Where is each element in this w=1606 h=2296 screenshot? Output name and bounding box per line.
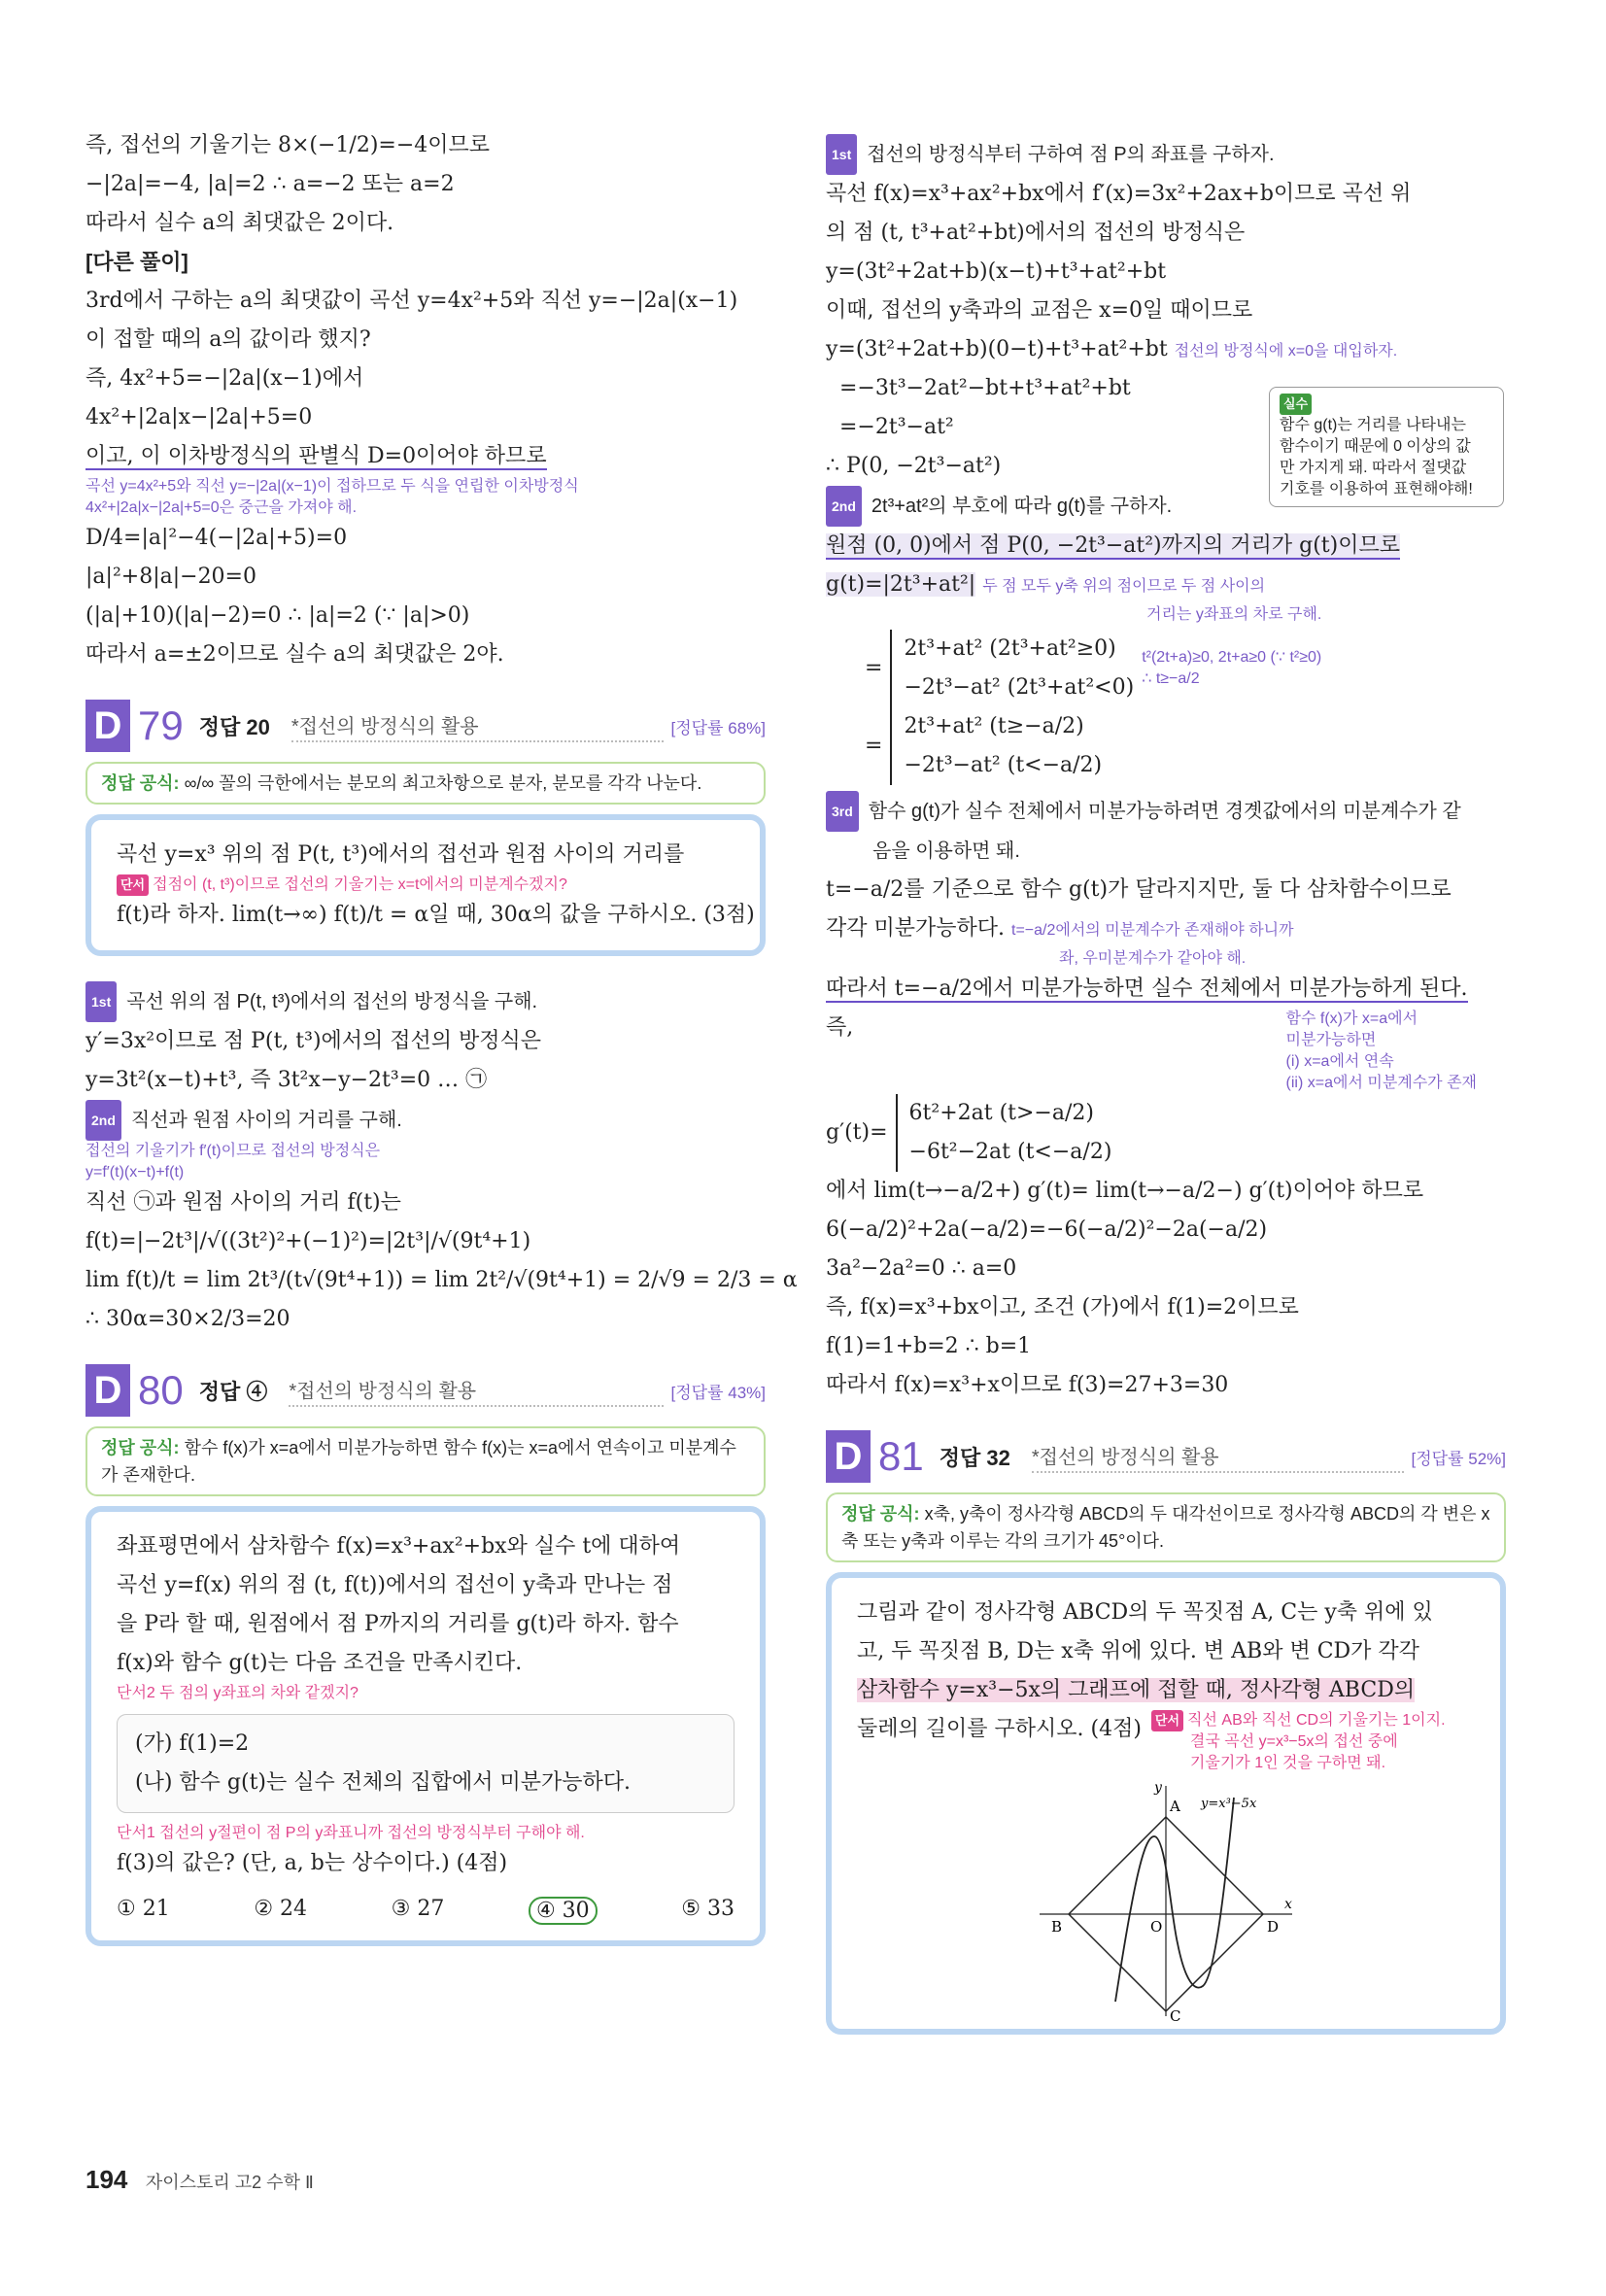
hint-badge: 단서 (117, 874, 149, 896)
cases-block: = 2t³+at² (2t³+at²≥0) −2t³−at² (2t³+at²<0) t²(2t+a)≥0, 2t+a≥0 (∵ t²≥0) ∴ t≥−a/2 (826, 630, 1506, 707)
hint-note: 기울기가 1인 것을 구하면 돼. (1189, 1755, 1386, 1771)
formula-text: ∞/∞ 꼴의 극한에서는 분모의 최고차항으로 분자, 분모를 각각 나눈다. (184, 773, 702, 793)
problem-79-header (85, 700, 766, 752)
text-line (85, 437, 766, 476)
text-line: 3a²−2a²=0 ∴ a=0 (826, 1256, 1017, 1281)
answer-label: 정답 20 (198, 714, 270, 739)
side-note: 접선의 방정식에 x=0을 대입하자. (1174, 343, 1398, 360)
side-note: 두 점 모두 y축 위의 점이므로 두 점 사이의 (982, 578, 1266, 595)
text-line: 에서 lim(t→−a/2+) g′(t)= lim(t→−a/2−) g′(t)이어야 하므로 (826, 1179, 1424, 1203)
problem-line: 삼차함수 y=x³−5x의 그래프에 접할 때, 정사각형 ABCD의 (857, 1678, 1416, 1702)
step-badge: 1st (85, 981, 117, 1022)
text-line: 직선 ㉠과 원점 사이의 거리 f(t)는 (85, 1190, 401, 1215)
hint-note: 결국 곡선 y=x³−5x의 접선 중에 (1189, 1733, 1398, 1750)
formula-box (826, 1492, 1506, 1562)
formula-text: 함수 f(x)가 x=a에서 미분가능하면 함수 f(x)는 x=a에서 연속이고 미분계수가 존재한다. (101, 1438, 736, 1485)
problem-line: f(x)와 함수 g(t)는 다음 조건을 만족시킨다. (117, 1651, 523, 1675)
text-line (826, 527, 1506, 565)
side-note: (ii) x=a에서 미분계수가 존재 (1285, 1075, 1477, 1091)
text-line: ∴ 30α=30×2/3=20 (85, 1307, 290, 1331)
problem-number: 79 (138, 703, 184, 748)
highlighted-text: 원점 (0, 0)에서 점 P(0, −2t³−at²)까지의 거리가 g(t)이므로 (826, 533, 1400, 558)
point-label: A (1170, 1798, 1180, 1815)
text-line: y′=3x²이므로 점 P(t, t³)에서의 접선의 방정식은 (85, 1029, 542, 1053)
formula-box (85, 762, 766, 805)
problem-line: 그림과 같이 정사각형 ABCD의 두 꼭짓점 A, C는 y축 위에 있 (857, 1600, 1433, 1625)
choice[interactable]: ⑤ 33 (681, 1897, 735, 1921)
text-line: y=(3t²+2at+b)(0−t)+t³+at²+bt 접선의 방정식에 x=0을 대입하자. (826, 337, 1398, 361)
text-line: 의 점 (t, t³+at²+bt)에서의 접선의 방정식은 (826, 221, 1246, 245)
side-note: 함수 f(x)가 x=a에서 (1285, 1011, 1418, 1027)
text-line: t=−a/2를 기준으로 함수 g(t)가 달라지지만, 둘 다 삼차함수이므로 (826, 877, 1452, 902)
topic-label: *접선의 방정식의 활용 (1032, 1441, 1404, 1473)
point-label: D (1267, 1918, 1280, 1936)
problem-number: 80 (138, 1367, 184, 1413)
cases: 2t³+at² (t≥−a/2) −2t³−at² (t<−a/2) (890, 707, 1102, 785)
text-line: y=3t²(x−t)+t³, 즉 3t²x−y−2t³=0 … ㉠ (85, 1068, 488, 1092)
cubic-curve (1115, 1798, 1234, 2002)
choice[interactable]: ① 21 (117, 1897, 170, 1921)
correct-rate: [정답률 68%] (670, 718, 766, 737)
text-line: =−2t³−at² (839, 415, 954, 439)
formula-label: 정답 공식: (841, 1504, 920, 1524)
choices (117, 1897, 735, 1925)
problem-80-box (85, 1506, 766, 1946)
hint-note: 단서2 두 점의 y좌표의 차와 같겠지? (117, 1685, 359, 1701)
book-title: 자이스토리 고2 수학 Ⅱ (145, 2173, 314, 2192)
problem-79-box (85, 814, 766, 956)
answer-label: 정답 ④ (198, 1379, 268, 1404)
hint-note: 단서1 접선의 y절편이 점 P의 y좌표니까 접선의 방정식부터 구해야 해. (117, 1825, 585, 1841)
page-number: 194 (85, 2165, 128, 2194)
tip-bubble: 실수 함수 g(t)는 거리를 나타내는 함수이기 때문에 0 이상의 값 만 가지게 돼. 따라서 절댓값 기호를 이용하여 표현해야해! (1269, 387, 1504, 507)
cases: 2t³+at² (2t³+at²≥0) −2t³−at² (2t³+at²<0) (890, 630, 1134, 707)
step-badge: 3rd (826, 791, 859, 832)
step-line: 1st 접선의 방정식부터 구하여 점 P의 좌표를 구하자. (826, 134, 1506, 175)
text-line: 곡선 f(x)=x³+ax²+bx에서 f′(x)=3x²+2ax+b이므로 곡선 위 (826, 182, 1412, 206)
underlined-text: 이고, 이 이차방정식의 판별식 D=0이어야 하므로 (85, 444, 547, 468)
text-line: =−3t³−2at²−bt+t³+at²+bt (839, 376, 1131, 400)
cases-block: = 2t³+at² (t≥−a/2) −2t³−at² (t<−a/2) (826, 707, 1506, 785)
correct-rate: [정답률 52%] (1411, 1449, 1506, 1468)
text-line: 이 접할 때의 a의 값이라 했지? (85, 327, 371, 352)
alt-solution-heading: [다른 풀이] (85, 250, 188, 274)
problem-81-box (826, 1572, 1506, 2035)
formula-box (85, 1426, 766, 1496)
step-badge: 1st (826, 134, 857, 175)
hint-badge: 단서 (1151, 1710, 1183, 1731)
side-note: (i) x=a에서 연속 (1285, 1053, 1394, 1070)
step-line: 음을 이용하면 돼. (872, 840, 1020, 862)
side-note: 좌, 우미분계수가 같아야 해. (1059, 950, 1247, 967)
text-line: f(1)=1+b=2 ∴ b=1 (826, 1334, 1032, 1358)
text-line: g(t)=|2t³+at²| 두 점 모두 y축 위의 점이므로 두 점 사이의 (826, 572, 1266, 597)
problem-line: f(t)라 하자. lim(t→∞) f(t)/t = α일 때, 30α의 값을 구하시오. (3점) (117, 903, 755, 927)
text-line: |a|²+8|a|−20=0 (85, 565, 256, 589)
step-badge: 2nd (826, 486, 862, 527)
formula-text: x축, y축이 정사각형 ABCD의 두 대각선이므로 정사각형 ABCD의 각 변은 x축 또는 y축과 이루는 각의 크기가 45°이다. (841, 1504, 1490, 1551)
axis-label: y (1154, 1780, 1162, 1796)
hint-note: 단서 접점이 (t, t³)이므로 접선의 기울기는 x=t에서의 미분계수겠지? (117, 874, 735, 896)
problem-line: 둘레의 길이를 구하시오. (4점) (857, 1717, 1142, 1741)
text-line: 4x²+|2a|x−|2a|+5=0 (85, 405, 313, 429)
origin-label: O (1150, 1918, 1163, 1936)
text-line: −|2a|=−4, |a|=2 ∴ a=−2 또는 a=2 (85, 172, 455, 196)
d-badge: D (85, 700, 130, 752)
curve-label: y=x³−5x (1201, 1797, 1257, 1811)
text-line: f(t)=|−2t³|/√((3t²)²+(−1)²)=|2t³|/√(9t⁴+1) (85, 1229, 531, 1253)
text-line: lim f(t)/t = lim 2t³/(t√(9t⁴+1)) = lim 2t²/√(9t⁴+1) = 2/√9 = 2/3 = α (85, 1268, 798, 1292)
side-note: t²(2t+a)≥0, 2t+a≥0 (∵ t²≥0) (1142, 649, 1322, 666)
text-line: 따라서 a=±2이므로 실수 a의 최댓값은 2야. (85, 642, 504, 667)
left-column (85, 126, 798, 1971)
side-note: 4x²+|2a|x−|2a|+5=0은 중근을 가져야 해. (85, 499, 358, 516)
text-line: 따라서 t=−a/2에서 미분가능하면 실수 전체에서 미분가능하게 된다. (826, 977, 1468, 1001)
side-note: 거리는 y좌표의 차로 구해. (1146, 606, 1322, 623)
text-line: 즉, f(x)=x³+bx이고, 조건 (가)에서 f(1)=2이므로 (826, 1295, 1299, 1319)
step-line: 3rd 함수 g(t)가 실수 전체에서 미분가능하려면 경곗값에서의 미분계수가 같 (826, 791, 1506, 832)
step-badge: 2nd (85, 1100, 121, 1141)
problem-number: 81 (878, 1433, 924, 1479)
problem-line: 곡선 y=f(x) 위의 점 (t, f(t))에서의 접선이 y축과 만나는 점 (117, 1573, 673, 1597)
tip-badge: 실수 (1280, 394, 1312, 415)
text-line: D/4=|a|²−4(−|2a|+5)=0 (85, 526, 348, 550)
side-note: 곡선 y=4x²+5와 직선 y=−|2a|(x−1)이 접하므로 두 식을 연립한 이차방정식 (85, 478, 579, 495)
problem-81-header (826, 1430, 1506, 1483)
text-line: y=(3t²+2at+b)(x−t)+t³+at²+bt (826, 259, 1167, 284)
side-note: t=−a/2에서의 미분계수가 존재해야 하니까 (1011, 922, 1294, 939)
side-note: ∴ t≥−a/2 (1142, 670, 1200, 687)
point-label: B (1051, 1918, 1063, 1936)
question: f(3)의 값은? (단, a, b는 상수이다.) (4점) (117, 1851, 508, 1875)
answer-label: 정답 32 (939, 1445, 1010, 1470)
text-line: 3rd에서 구하는 a의 최댓값이 곡선 y=4x²+5와 직선 y=−|2a|(x−1) (85, 289, 738, 313)
text-line: 즉, (826, 1015, 854, 1040)
point-label: C (1170, 2007, 1181, 2021)
axis-label: x (1284, 1897, 1292, 1912)
cases: 6t²+2at (t>−a/2) −6t²−2at (t<−a/2) (896, 1094, 1112, 1172)
formula-label: 정답 공식: (101, 773, 180, 793)
choice[interactable]: ③ 27 (391, 1897, 445, 1921)
text-line: 따라서 f(x)=x³+x이므로 f(3)=27+3=30 (826, 1373, 1229, 1397)
side-note: 미분가능하면 (1285, 1032, 1377, 1048)
formula-label: 정답 공식: (101, 1438, 180, 1457)
problem-line: 고, 두 꼭짓점 B, D는 x축 위에 있다. 변 AB와 변 CD가 각각 (857, 1639, 1419, 1663)
step-line: 2nd 2t³+at²의 부호에 따라 g(t)를 구하자. (826, 486, 1506, 527)
problem-80-header (85, 1364, 766, 1417)
step-line: 1st 곡선 위의 점 P(t, t³)에서의 접선의 방정식을 구해. (85, 981, 766, 1022)
text-line: 각각 미분가능하다. t=−a/2에서의 미분계수가 존재해야 하니까 (826, 916, 1294, 941)
cases-block: g′(t)= 6t²+2at (t>−a/2) −6t²−2at (t<−a/2) (826, 1094, 1506, 1172)
topic-label: *접선의 방정식의 활용 (291, 710, 664, 742)
correct-rate: [정답률 43%] (670, 1383, 766, 1402)
text-line: (|a|+10)(|a|−2)=0 ∴ |a|=2 (∵ |a|>0) (85, 603, 470, 628)
choice-correct[interactable]: ④ 30 (529, 1897, 598, 1925)
hint-note: 단서 직선 AB와 직선 CD의 기울기는 1이지. (1151, 1710, 1446, 1731)
condition: (나) 함수 g(t)는 실수 전체의 집합에서 미분가능하다. (135, 1770, 631, 1795)
condition-box (117, 1714, 735, 1813)
problem-line: 좌표평면에서 삼차함수 f(x)=x³+ax²+bx와 실수 t에 대하여 (117, 1534, 681, 1559)
problem-line: 을 P라 할 때, 원점에서 점 P까지의 거리를 g(t)라 하자. 함수 (117, 1612, 679, 1636)
condition: (가) f(1)=2 (135, 1731, 250, 1756)
text-line: 따라서 실수 a의 최댓값은 2이다. (85, 211, 394, 235)
text-line: 이때, 접선의 y축과의 교점은 x=0일 때이므로 (826, 298, 1253, 323)
side-note: 접선의 기울기가 f′(t)이므로 접선의 방정식은 (85, 1143, 381, 1159)
text-line: 즉, 4x²+5=−|2a|(x−1)에서 (85, 366, 364, 391)
topic-label: *접선의 방정식의 활용 (289, 1375, 663, 1407)
choice[interactable]: ② 24 (254, 1897, 308, 1921)
page-footer (85, 2165, 314, 2195)
side-note: y=f′(t)(x−t)+f(t) (85, 1164, 185, 1181)
step-line: 2nd 직선과 원점 사이의 거리를 구해. (85, 1100, 766, 1141)
text-line: 즉, 접선의 기울기는 8×(−1/2)=−4이므로 (85, 133, 491, 157)
text-line: 6(−a/2)²+2a(−a/2)=−6(−a/2)²−2a(−a/2) (826, 1217, 1268, 1242)
d-badge: D (826, 1430, 871, 1483)
square-cubic-graph (1030, 1778, 1302, 2021)
d-badge: D (85, 1364, 130, 1417)
problem-line: 곡선 y=x³ 위의 점 P(t, t³)에서의 접선과 원점 사이의 거리를 (117, 842, 685, 867)
text-line: ∴ P(0, −2t³−at²) (826, 454, 1002, 478)
